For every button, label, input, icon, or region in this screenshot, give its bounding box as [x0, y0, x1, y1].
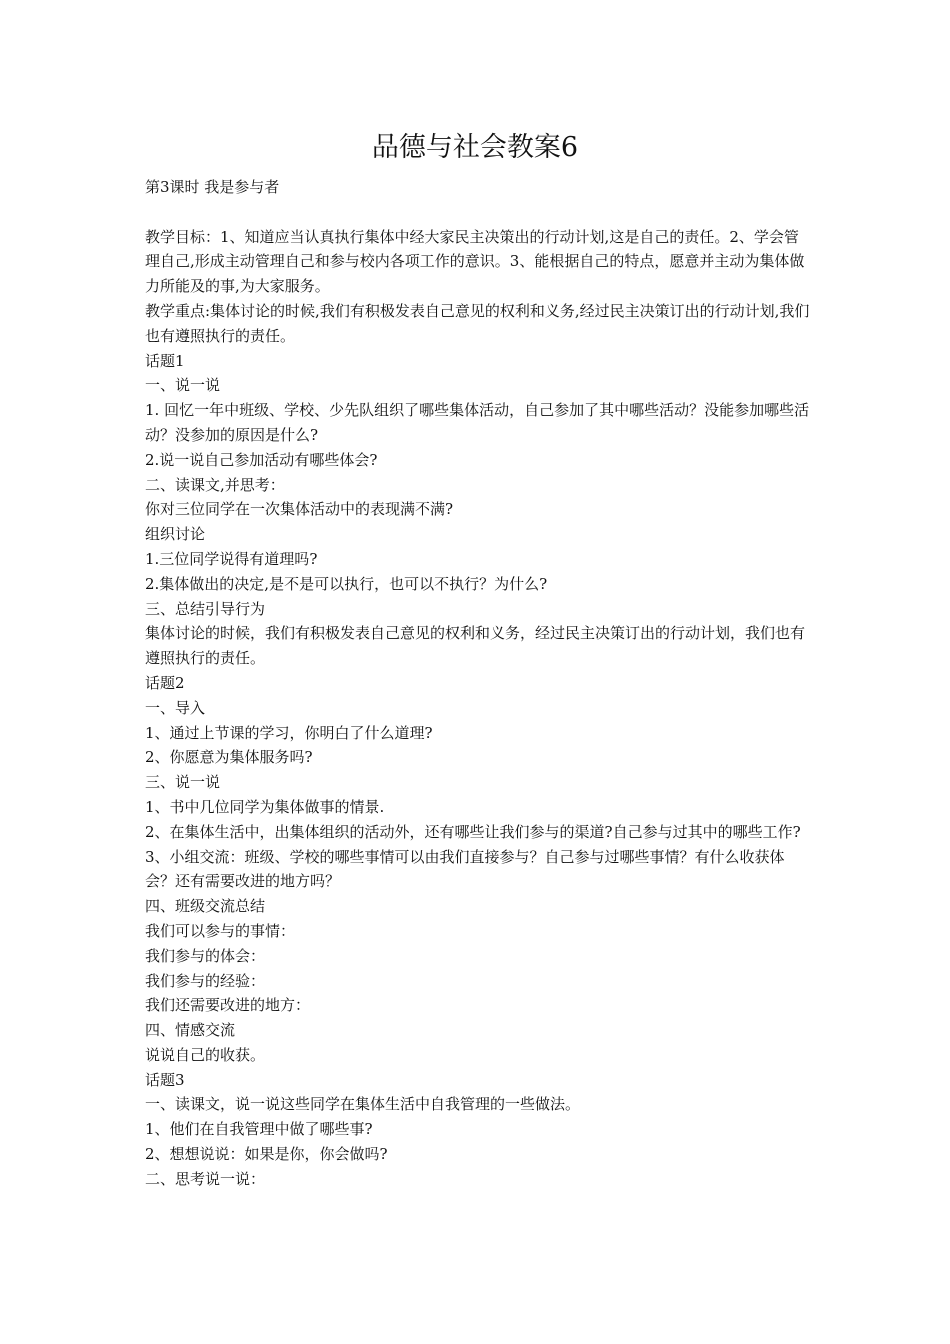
list-item: 我们参与的体会： — [145, 946, 266, 965]
list-item: 我们可以参与的事情： — [145, 921, 296, 940]
question-item: 2、想想说说：如果是你，你会做吗? — [145, 1145, 388, 1164]
teaching-objectives: 教学目标：1、知道应当认真执行集体中经大家民主决策出的行动计划,这是自己的责任。2、学会管理自己,形成主动管理自己和参与校内各项工作的意识。3、能根据自己的特点，愿意并主动为集体做力所能及的事,为大家服务。 — [145, 227, 805, 296]
question-item: 2、在集体生活中，出集体组织的活动外，还有哪些让我们参与的渠道?自己参与过其中的哪些工作? — [145, 822, 801, 841]
section-heading: 一、说一说 — [145, 376, 221, 395]
section-heading: 二、思考说一说： — [145, 1169, 266, 1188]
question-item: 1、书中几位同学为集体做事的情景. — [145, 797, 385, 816]
section-heading: 四、班级交流总结 — [145, 897, 266, 916]
summary-paragraph: 集体讨论的时候，我们有积极发表自己意见的权利和义务，经过民主决策订出的行动计划，我们也有遵照执行的责任。 — [145, 624, 806, 668]
topic-1-heading: 话题1 — [145, 351, 185, 370]
question-item: 3、小组交流：班级、学校的哪些事情可以由我们直接参与？自己参与过哪些事情？有什么收获体会？还有需要改进的地方吗？ — [145, 847, 785, 891]
section-heading: 一、读课文，说一说这些同学在集体生活中自我管理的一些做法。 — [145, 1095, 581, 1114]
section-heading: 二、读课文,并思考： — [145, 475, 285, 494]
question-item: 1、通过上节课的学习，你明白了什么道理? — [145, 723, 433, 742]
section-heading: 三、说一说 — [145, 773, 221, 792]
list-item: 我们还需要改进的地方： — [145, 996, 311, 1015]
teaching-focus: 教学重点:集体讨论的时候,我们有积极发表自己意见的权利和义务,经过民主决策订出的行动计划,我们也有遵照执行的责任。 — [145, 301, 810, 345]
section-heading: 一、导入 — [145, 698, 206, 717]
document-title: 品德与社会教案6 — [371, 132, 579, 163]
question-item: 你对三位同学在一次集体活动中的表现满不满? — [145, 500, 454, 519]
topic-2-heading: 话题2 — [145, 673, 185, 692]
topic-3-heading: 话题3 — [145, 1070, 185, 1089]
question-item: 2.说一说自己参加活动有哪些体会? — [145, 450, 378, 469]
list-item: 说说自己的收获。 — [145, 1045, 266, 1064]
section-heading: 三、总结引导行为 — [145, 599, 266, 618]
document-body — [145, 175, 810, 1192]
question-item: 2、你愿意为集体服务吗? — [145, 748, 313, 767]
question-item: 1、他们在自我管理中做了哪些事? — [145, 1120, 373, 1139]
list-item: 我们参与的经验： — [145, 971, 266, 990]
question-item: 2.集体做出的决定,是不是可以执行，也可以不执行？为什么? — [145, 574, 548, 593]
lesson-heading: 第3课时 我是参与者 — [145, 178, 280, 196]
blank-line — [145, 200, 810, 225]
section-heading: 四、情感交流 — [145, 1021, 236, 1040]
subsection-heading: 组织讨论 — [145, 525, 206, 544]
question-item: 1. 回忆一年中班级、学校、少先队组织了哪些集体活动，自己参加了其中哪些活动？没能参加哪些活动？没参加的原因是什么? — [145, 401, 810, 444]
question-item: 1.三位同学说得有道理吗? — [145, 549, 318, 568]
